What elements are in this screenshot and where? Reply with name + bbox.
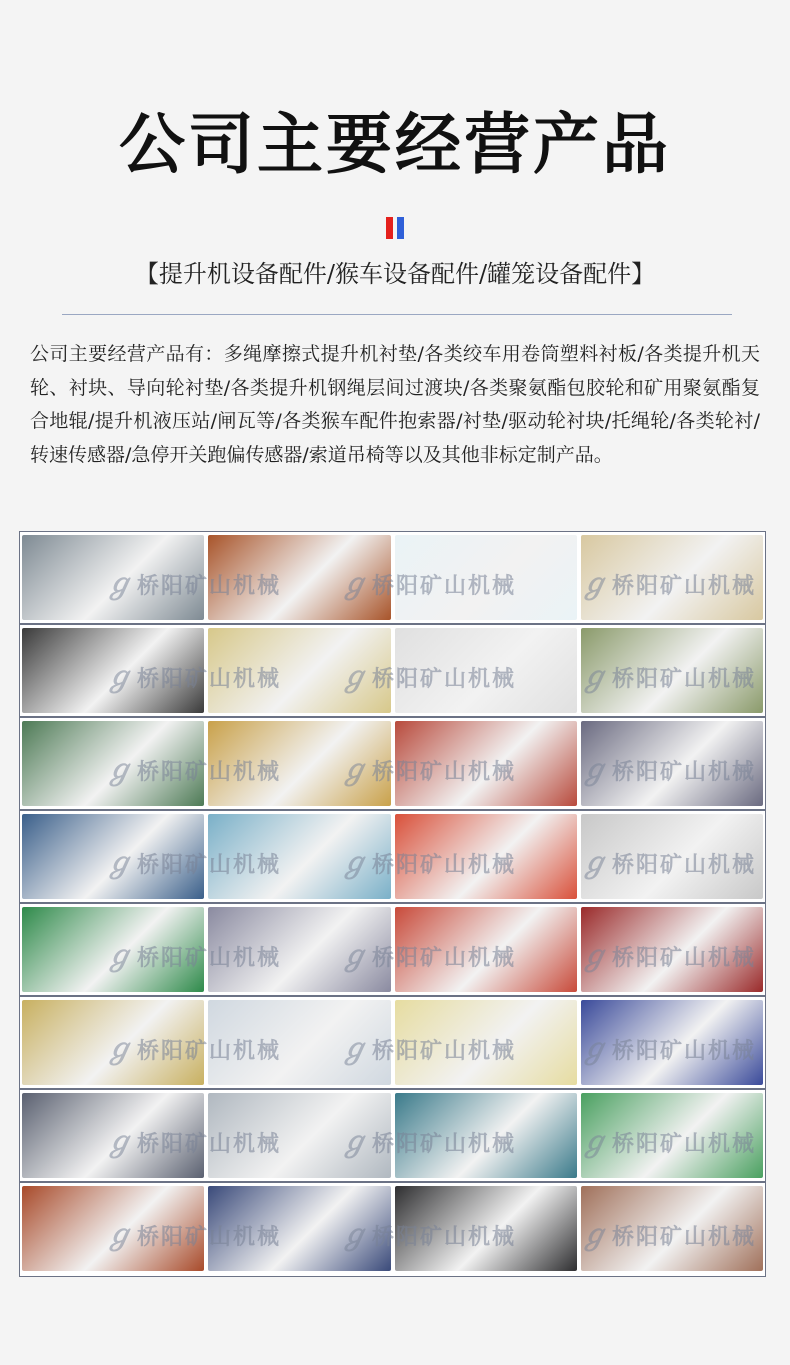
watermark xyxy=(580,841,756,881)
watermark xyxy=(105,1120,281,1160)
watermark-text: 桥阳矿山机械 xyxy=(137,946,282,971)
logo-icon: ℊ xyxy=(580,1032,611,1065)
watermark xyxy=(105,1027,281,1067)
watermark xyxy=(580,934,756,974)
logo-icon: ℊ xyxy=(340,567,371,600)
watermark-text: 桥阳矿山机械 xyxy=(372,946,517,971)
watermark-text: 桥阳矿山机械 xyxy=(137,1225,282,1250)
collage-row xyxy=(20,532,765,623)
watermark xyxy=(580,748,756,788)
watermark xyxy=(340,655,516,695)
logo-icon: ℊ xyxy=(340,939,371,972)
watermark-text: 桥阳矿山机械 xyxy=(372,667,517,692)
watermark xyxy=(105,562,281,602)
watermark-text: 桥阳矿山机械 xyxy=(137,667,282,692)
watermark xyxy=(105,1213,281,1253)
watermark-text: 桥阳矿山机械 xyxy=(137,574,282,599)
watermark xyxy=(580,1120,756,1160)
logo-icon: ℊ xyxy=(580,846,611,879)
collage-row xyxy=(20,1183,765,1274)
logo-icon: ℊ xyxy=(105,846,136,879)
logo-icon: ℊ xyxy=(105,939,136,972)
flag-red-bar xyxy=(386,217,393,239)
collage-row xyxy=(20,997,765,1088)
watermark xyxy=(340,1027,516,1067)
logo-icon: ℊ xyxy=(340,1032,371,1065)
logo-icon: ℊ xyxy=(105,1218,136,1251)
watermark-text: 桥阳矿山机械 xyxy=(372,760,517,785)
watermark xyxy=(340,934,516,974)
watermark-text: 桥阳矿山机械 xyxy=(137,760,282,785)
collage-row xyxy=(20,625,765,716)
watermark xyxy=(340,841,516,881)
watermark xyxy=(105,841,281,881)
watermark xyxy=(105,655,281,695)
collage-row xyxy=(20,811,765,902)
logo-icon: ℊ xyxy=(580,753,611,786)
watermark-text: 桥阳矿山机械 xyxy=(612,574,757,599)
logo-icon: ℊ xyxy=(340,1125,371,1158)
watermark xyxy=(580,1213,756,1253)
watermark-text: 桥阳矿山机械 xyxy=(612,1039,757,1064)
watermark-text: 桥阳矿山机械 xyxy=(612,1132,757,1157)
watermark-text: 桥阳矿山机械 xyxy=(137,853,282,878)
logo-icon: ℊ xyxy=(340,753,371,786)
flag-decoration xyxy=(386,217,404,239)
collage-row xyxy=(20,1090,765,1181)
watermark xyxy=(340,562,516,602)
watermark-text: 桥阳矿山机械 xyxy=(137,1132,282,1157)
watermark-text: 桥阳矿山机械 xyxy=(612,667,757,692)
logo-icon: ℊ xyxy=(340,660,371,693)
collage-row xyxy=(20,718,765,809)
watermark xyxy=(340,748,516,788)
watermark xyxy=(105,934,281,974)
watermark xyxy=(580,562,756,602)
watermark xyxy=(580,655,756,695)
logo-icon: ℊ xyxy=(580,1218,611,1251)
logo-icon: ℊ xyxy=(580,1125,611,1158)
page-subtitle: 【提升机设备配件/猴车设备配件/罐笼设备配件】 xyxy=(134,260,656,288)
watermark-text: 桥阳矿山机械 xyxy=(612,853,757,878)
logo-icon: ℊ xyxy=(340,846,371,879)
logo-icon: ℊ xyxy=(105,753,136,786)
watermark-text: 桥阳矿山机械 xyxy=(612,760,757,785)
watermark-text: 桥阳矿山机械 xyxy=(372,853,517,878)
product-collage xyxy=(19,531,766,1277)
watermark xyxy=(105,748,281,788)
page-title: 公司主要经营产品 xyxy=(119,106,671,183)
logo-icon: ℊ xyxy=(340,1218,371,1251)
watermark xyxy=(340,1213,516,1253)
intro-paragraph: 公司主要经营产品有：多绳摩擦式提升机衬垫/各类绞车用卷筒塑料衬板/各类提升机天轮、衬块、导向轮衬垫/各类提升机钢绳层间过渡块/各类聚氨酯包胶轮和矿用聚氨酯复合地辊/提升机液压站/闸瓦等/各类猴车配件抱索器/衬垫/驱动轮衬块/托绳轮/各类轮衬/转速传感器/急停开关跑偏传感器/索道吊椅等以及其他非标定制产品。 xyxy=(30,343,760,466)
watermark-text: 桥阳矿山机械 xyxy=(372,574,517,599)
logo-icon: ℊ xyxy=(105,567,136,600)
flag-blue-bar xyxy=(397,217,404,239)
logo-icon: ℊ xyxy=(105,1032,136,1065)
logo-icon: ℊ xyxy=(105,1125,136,1158)
watermark-text: 桥阳矿山机械 xyxy=(137,1039,282,1064)
watermark-text: 桥阳矿山机械 xyxy=(612,946,757,971)
logo-icon: ℊ xyxy=(580,567,611,600)
logo-icon: ℊ xyxy=(580,660,611,693)
logo-icon: ℊ xyxy=(580,939,611,972)
collage-row xyxy=(20,904,765,995)
watermark xyxy=(580,1027,756,1067)
watermark-text: 桥阳矿山机械 xyxy=(372,1132,517,1157)
divider xyxy=(62,314,732,315)
watermark-text: 桥阳矿山机械 xyxy=(372,1039,517,1064)
watermark-text: 桥阳矿山机械 xyxy=(372,1225,517,1250)
watermark xyxy=(340,1120,516,1160)
watermark-text: 桥阳矿山机械 xyxy=(612,1225,757,1250)
logo-icon: ℊ xyxy=(105,660,136,693)
